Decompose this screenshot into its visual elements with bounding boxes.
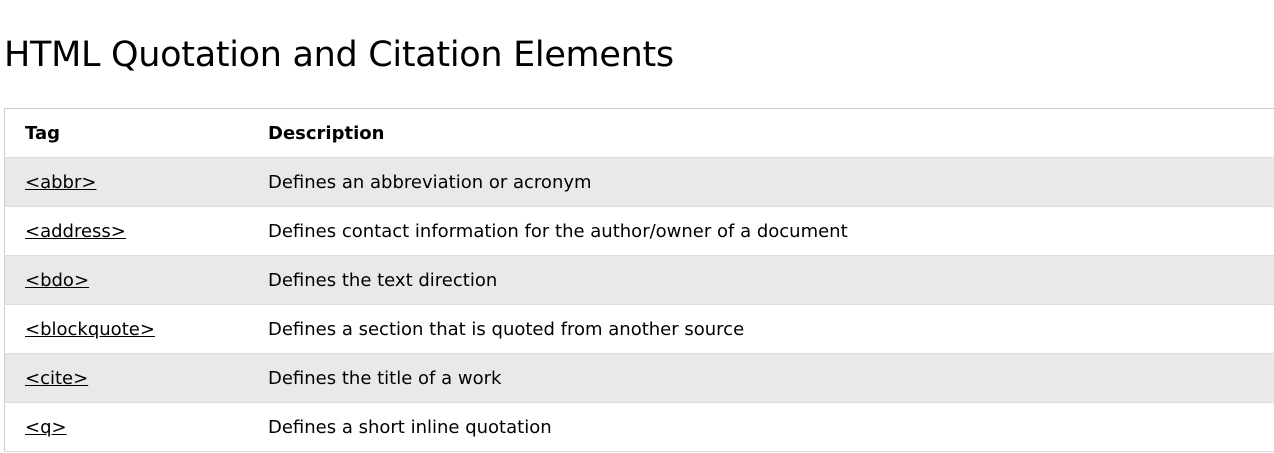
tag-link-q[interactable]: <q> [25,416,67,438]
tag-link-address[interactable]: <address> [25,220,126,242]
tag-link-blockquote[interactable]: <blockquote> [25,318,155,340]
page-title: HTML Quotation and Citation Elements [4,35,674,75]
tag-description: Defines an abbreviation or acronym [248,158,1274,207]
table-header-row [5,109,1274,158]
column-header-description: Description [248,109,1274,158]
tag-description: Defines the text direction [248,256,1274,305]
tag-link-cite[interactable]: <cite> [25,367,89,389]
table-row [5,354,1274,403]
tag-link-bdo[interactable]: <bdo> [25,269,90,291]
table-row [5,403,1274,452]
tag-description: Defines a short inline quotation [248,403,1274,452]
table-row [5,158,1274,207]
reference-table [4,108,1274,452]
column-header-tag: Tag [5,109,249,158]
tag-description: Defines contact information for the author/owner of a document [248,207,1274,256]
tag-description: Defines a section that is quoted from another source [248,305,1274,354]
tag-description: Defines the title of a work [248,354,1274,403]
table-row [5,256,1274,305]
table-row [5,305,1274,354]
tag-link-abbr[interactable]: <abbr> [25,171,97,193]
table-row [5,207,1274,256]
